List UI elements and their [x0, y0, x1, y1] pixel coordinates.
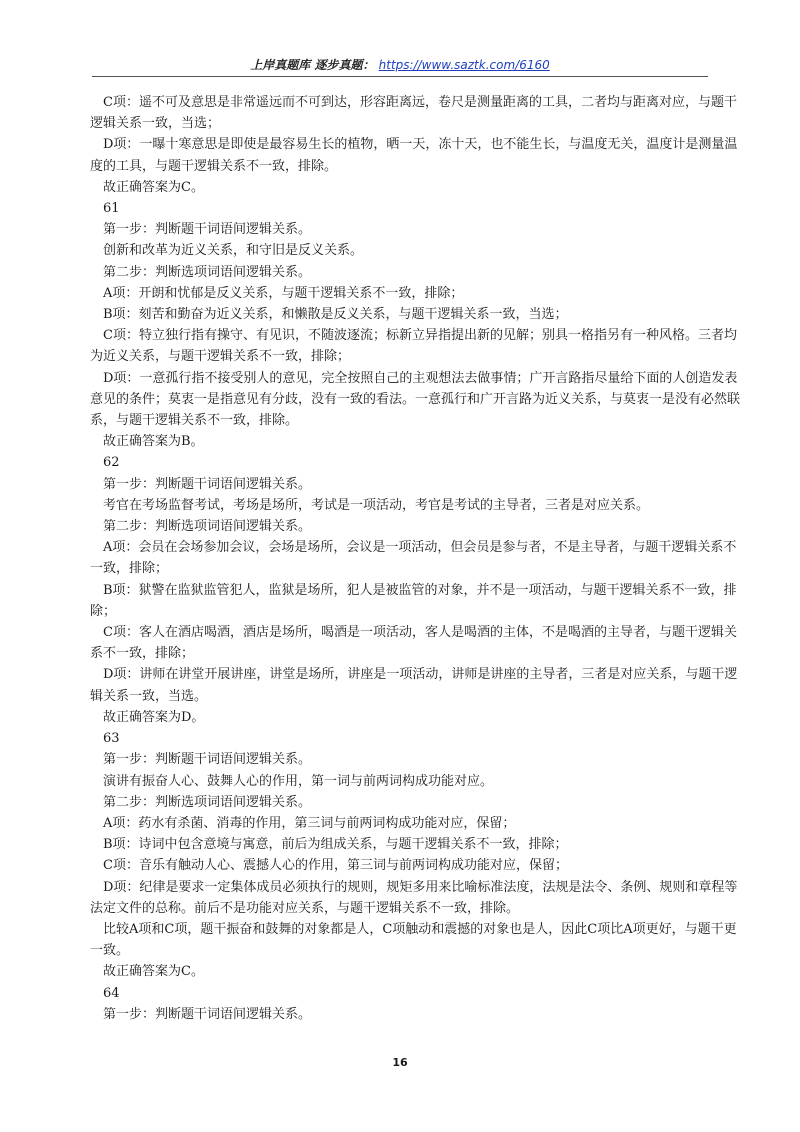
paragraph: D项：一曝十寒意思是即使是最容易生长的植物，晒一天，冻十天，也不能生长，与温度无关，温度计是测量温度的工具，与题干逻辑关系不一致，排除。 — [90, 137, 738, 174]
paragraph: C项：音乐有触动人心、震撼人心的作用，第三词与前两词构成功能对应，保留； — [90, 858, 568, 874]
paragraph: 故正确答案为C。 — [90, 964, 204, 980]
paragraph: B项：刻苦和勤奋为近义关系，和懒散是反义关系，与题干逻辑关系一致，当选； — [90, 307, 568, 323]
document-body — [90, 92, 740, 1025]
paragraph: 第二步：判断选项词语间逻辑关系。 — [90, 264, 312, 280]
page-number: 16 — [392, 1056, 408, 1069]
paragraph: B项：诗词中包含意境与寓意，前后为组成关系，与题干逻辑关系不一致，排除； — [90, 837, 568, 853]
paragraph: 比较A项和C项，题干振奋和鼓舞的对象都是人，C项触动和震撼的对象也是人，因此C项比A项更好，与题干更一致。 — [90, 921, 737, 959]
paragraph: C项：客人在酒店喝酒，酒店是场所，喝酒是一项活动，客人是喝酒的主体，不是喝酒的主导者，与题干逻辑关系不一致，排除； — [90, 625, 737, 662]
paragraph: 故正确答案为D。 — [90, 709, 205, 725]
paragraph: B项：狱警在监狱监管犯人，监狱是场所，犯人是被监管的对象，并不是一项活动，与题干逻辑关系不一致，排除； — [90, 582, 737, 619]
paragraph: 第一步：判断题干词语间逻辑关系。 — [90, 752, 312, 768]
paragraph: 第一步：判断题干词语间逻辑关系。 — [90, 222, 312, 238]
paragraph: 第二步：判断选项词语间逻辑关系。 — [90, 794, 312, 810]
paragraph: 故正确答案为C。 — [90, 179, 204, 195]
paragraph: 第一步：判断题干词语间逻辑关系。 — [90, 476, 312, 492]
paragraph: A项：会员在会场参加会议，会场是场所，会议是一项活动，但会员是参与者，不是主导者，与题干逻辑关系不一致，排除； — [90, 540, 737, 577]
header-divider — [92, 76, 708, 77]
question-number: 64 — [90, 985, 120, 1001]
paragraph: C项：特立独行指有操守、有见识，不随波逐流；标新立异指提出新的见解；别具一格指另有一种风格。三者均为近义关系，与题干逻辑关系不一致，排除； — [90, 328, 737, 365]
paragraph: 演讲有振奋人心、鼓舞人心的作用，第一词与前两词构成功能对应。 — [90, 773, 494, 789]
header-url-link[interactable]: https://www.saztk.com/6160 — [378, 58, 550, 72]
paragraph: C项：遥不可及意思是非常遥远而不可到达，形容距离远，卷尺是测量距离的工具，二者均与距离对应，与题干逻辑关系一致，当选； — [90, 95, 737, 132]
paragraph: D项：一意孤行指不接受别人的意见，完全按照自己的主观想法去做事情；广开言路指尽量给下面的人创造发表意见的条件；莫衷一是指意见有分歧，没有一致的看法。一意孤行和广开言路为近义关系，与莫衷一是没有必然联系，与题干逻辑关系不一致，排除。 — [90, 370, 741, 429]
paragraph: D项：讲师在讲堂开展讲座，讲堂是场所，讲座是一项活动，讲师是讲座的主导者，三者是对应关系，与题干逻辑关系一致，当选。 — [90, 667, 738, 704]
paragraph: A项：开朗和忧郁是反义关系，与题干逻辑关系不一致，排除； — [90, 285, 464, 301]
paragraph: 故正确答案为B。 — [90, 434, 204, 450]
paragraph: 创新和改革为近义关系，和守旧是反义关系。 — [90, 243, 364, 259]
header-label: 上岸真题库 逐步真题： — [250, 58, 375, 72]
paragraph: 第一步：判断题干词语间逻辑关系。 — [90, 1006, 312, 1022]
question-number: 62 — [90, 455, 120, 471]
paragraph: 第二步：判断选项词语间逻辑关系。 — [90, 519, 312, 535]
question-number: 63 — [90, 731, 120, 747]
page-header — [0, 56, 800, 73]
paragraph: D项：纪律是要求一定集体成员必须执行的规则，规矩多用来比喻标准法度，法规是法令、条例、规则和章程等法定文件的总称。前后不是功能对应关系，与题干逻辑关系不一致，排除。 — [90, 879, 738, 916]
paragraph: A项：药水有杀菌、消毒的作用，第三词与前两词构成功能对应，保留； — [90, 815, 516, 831]
paragraph: 考官在考场监督考试，考场是场所，考试是一项活动，考官是考试的主导者，三者是对应关系。 — [90, 497, 650, 513]
question-number: 61 — [90, 201, 120, 217]
